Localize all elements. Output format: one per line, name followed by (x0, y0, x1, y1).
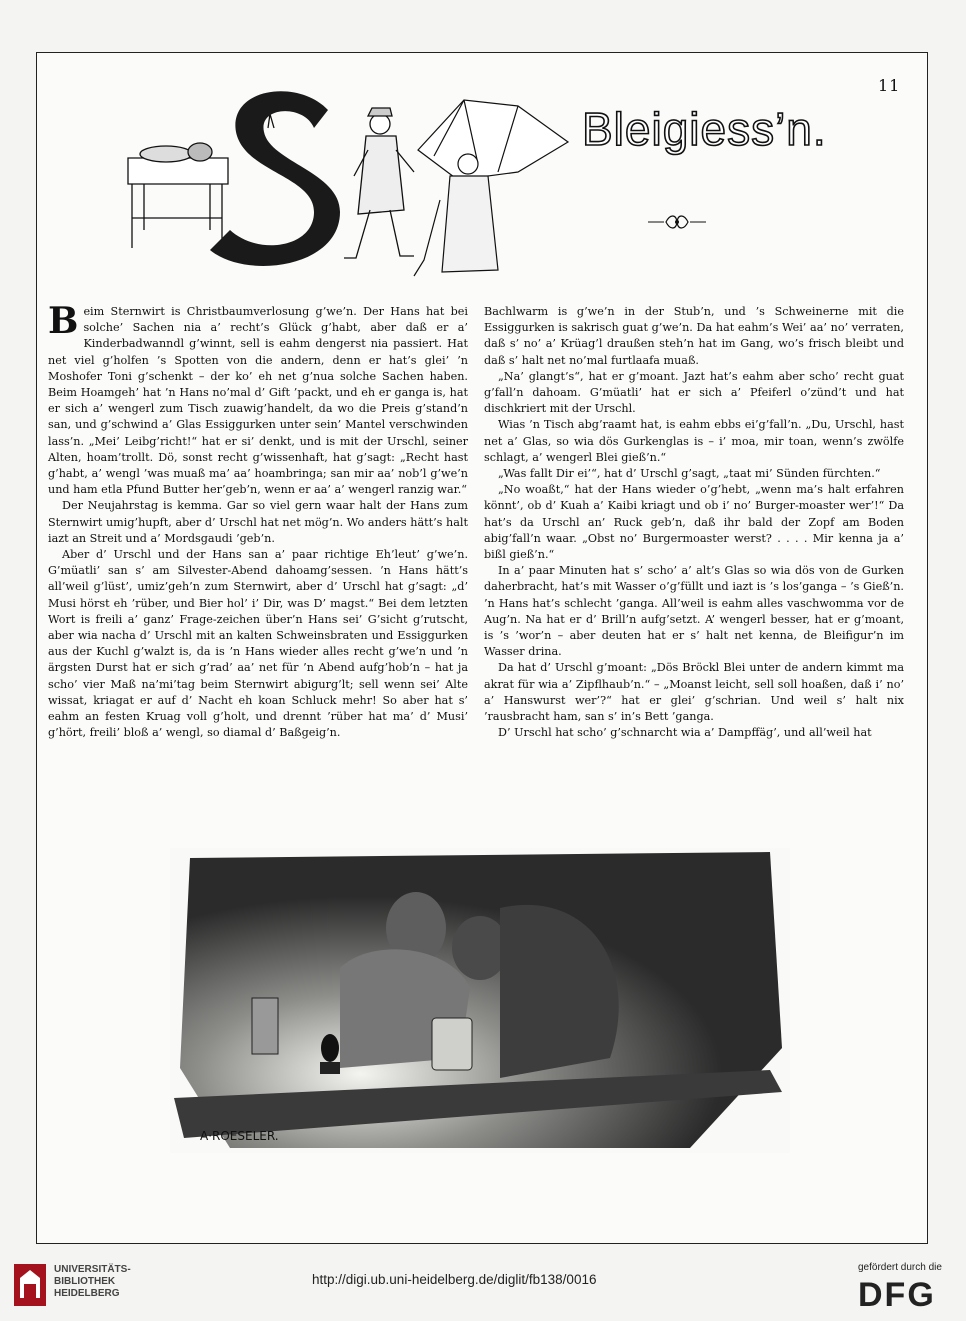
lead-pouring-illustration (170, 848, 790, 1153)
man-figure (344, 108, 414, 258)
dfg-logo: DFG (858, 1276, 936, 1314)
source-url-link[interactable]: http://digi.ub.uni-heidelberg.de/diglit/fb138/0016 (312, 1272, 597, 1287)
right-text-column (484, 304, 904, 741)
paragraph-9: In a’ paar Minuten hat s’ scho’ a’ alt’s Glas so wia dös von de Gurken daherbracht, hat’s mit Wasser o’g’füllt und iazt is ’s los’ganga – ’s Gieß’n. ’n Hans hat’s schlecht ’ganga. All’weil is eahm alles vaschwomma vor de Aug’n. Na hat er d’ Brill’n aufg’setzt. A’ wengerl besser, hat er g’moant, is ’s ’wor’n – aber deuten hat er s’ halt net kenna, de Bleifigur’n im Wasser drina. (484, 564, 904, 659)
header-illustration (118, 80, 588, 280)
paragraph-5: „Na’ glangt’s“, hat er g’moant. Jazt hat’s eahm aber scho’ recht guat g’fall’n dahoam. G’müatli’ hat er sich a’ Pfeiferl o’zünd’t und hat dischkriert mit der Urschl. (484, 369, 904, 416)
lamp-globe (321, 1034, 339, 1062)
paragraph-6: Wias ’n Tisch abg’raamt hat, is eahm ebbs ei’g’fall’n. „Du, Urschl, hast net a’ Glas, so wia dös Gurkenglas is – i’ moa, mir toan, wenn’s zwölfe schlagt, a’ wengerl Blei gieß’n.“ (484, 418, 904, 464)
man-head (452, 916, 508, 980)
title-ornament (646, 212, 708, 232)
water-glass (432, 1018, 472, 1070)
footer-bar (0, 1258, 966, 1321)
artist-signature: A·ROESELER. (200, 1129, 279, 1143)
drop-cap-letter: B (48, 300, 79, 342)
university-seal-icon (12, 1262, 48, 1308)
article-title: Bleigiess’n. (582, 103, 827, 155)
paragraph-7: „Was fallt Dir ei’“, hat d’ Urschl g’sagt, „taat mi’ Sünden fürchten.“ (498, 467, 881, 481)
page-number: 11 (878, 76, 901, 95)
paragraph-2: Der Neujahrstag is kemma. Gar so viel gern waar halt der Hans zum Sternwirt umig’hupft, aber d’ Urschl hat net mög’n. Wo anders hätt’s halt iazt an Streit und a’ Mordsgaudi ’geb’n. (48, 499, 468, 545)
paragraph-8: „No woaßt,“ hat der Hans wieder o’g’hebt, „wenn ma’s halt erfahren könnt’, ob d’ Kuah a’ Kaibi kriagt und ob i’ no’ Burger-moaster wer’!“ Da hat’s da Urschl an’ Ruck geb’n, daß ihr bald der Zopf am Boden abig’fall’n waar. „Obst no’ Burgermoaster werst? . . . . Mir kenna ja a’ bißl gieß’n.“ (484, 483, 904, 562)
initial-s-letter (210, 91, 340, 266)
lamp-base (320, 1062, 340, 1074)
funded-by-label: gefördert durch die (858, 1262, 942, 1273)
paragraph-4: Bachlwarm is g’we’n in der Stub’n, und ’s Schweinerne mit die Essiggurken is sakrisch guat g’we’n. Da hat eahm’s Wei’ aa’ no’ verraten, daß s’ no’ a’ Krüag’l draußen steh’n hat im Gang, wo’s frisch bleibt und daß s’ halt net no’mal furtlaafa muaß. (484, 305, 904, 367)
library-name: UNIVERSITÄTS- BIBLIOTHEK HEIDELBERG (54, 1264, 131, 1299)
left-text-column (48, 300, 468, 741)
woman-with-umbrella (414, 100, 568, 276)
paragraph-10: Da hat d’ Urschl g’moant: „Dös Bröckl Blei unter de andern kimmt ma akrat für wia a’ Zipflhaub’n.“ – „Moanst leicht, sell soll hoaßen, daß i’ no’ a’ Hanswurst wer’?“ hat er glei’ g’schrian. Und weil s’ halt nix ’rausbracht ham, san s’ in’s Bett ’ganga. (484, 661, 904, 724)
paragraph-11: D’ Urschl hat scho’ g’schnarcht wia a’ Dampffäg’, und all’weil hat (498, 726, 872, 740)
paragraph-3: Aber d’ Urschl und der Hans san a’ paar richtige Eh’leut’ g’we’n. G’müatli’ san s’ am Silvester-Abend dahoamg’sessen. ’n Hans hätt’s all’weil g’lüst’, umiz’geh’n zum Sternwirt, aber d’ Urschl hat g’sagt: „d’ Musi hörst eh ’rüber, und Bier hol’ i’ Dir, was D’ magst.“ Bei dem letzten Wort is freili a’ ganz’ Frage-zeichen über’n Hans sei’ G’sicht g’rutscht, aber wia nacha d’ Urschl mit an kalten Schweinsbraten und Essiggurken aus der Kuchl g’walzt is, da is ’n Hans wieder alles recht g’we’n und ’n ärgsten Durst hat er sich g’rad’ aa’ net für ’n Abend aufg’hob’n – hat ja scho’ vier Maß na’mi’tag beim Sternwirt abigurg’lt; sell wenn sei’ Alte wissat, kriagat er auf d’ Nacht eh koan Schluck mehr! So aber hat s’ eahm an festen Kruag voll g’holt, und drennt ’rüber hat ma’ d’ Musi’ g’hört, freili’ bloß a’ wengl, so diamal d’ Baßgeig’n. (48, 548, 468, 740)
jar (252, 998, 278, 1054)
paragraph-1: Beim Sternwirt is Christbaumverlosung g’we’n. Der Hans hat bei solche’ Sachen nia a’ recht’s Glück g’habt, aber daß er a’ Kinderbadwanndl g’winnt, sell is eahm dengerst nia passiert. Hat net viel g’holfen ’s Spotten von die andern, denn er hat’s glei’ ’n Moshofer Toni g’schenkt – der ko’ eh net g’nua solche Sachen haben. Beim Hoamgeh’ hat ’n Hans no’mal d’ Gift ’packt, und eh er ganga is, hat er sich a’ wengerl zum Tisch zuawig’handelt, da wo die Preis g’stand’n san, und g’schwind a’ Glas Essiggurken unter sein’ Mantel verschwinden lass’n. „Mei’ Leibg’richt!“ hat er si’ denkt, und is mit der Urschl, seiner Alten, hoam’trollt. Dö, sonst recht g’wissenhaft, hat g’sagt: „Recht hast g’habt, a’ wengl ’was muaß ma’ aa’ hoambringa; san mir aa’ nob’l g’we’n und ham etla Pfund Butter her’geb’n, wenn er aa’ a’ wengerl ranzig war.“ (48, 300, 468, 497)
